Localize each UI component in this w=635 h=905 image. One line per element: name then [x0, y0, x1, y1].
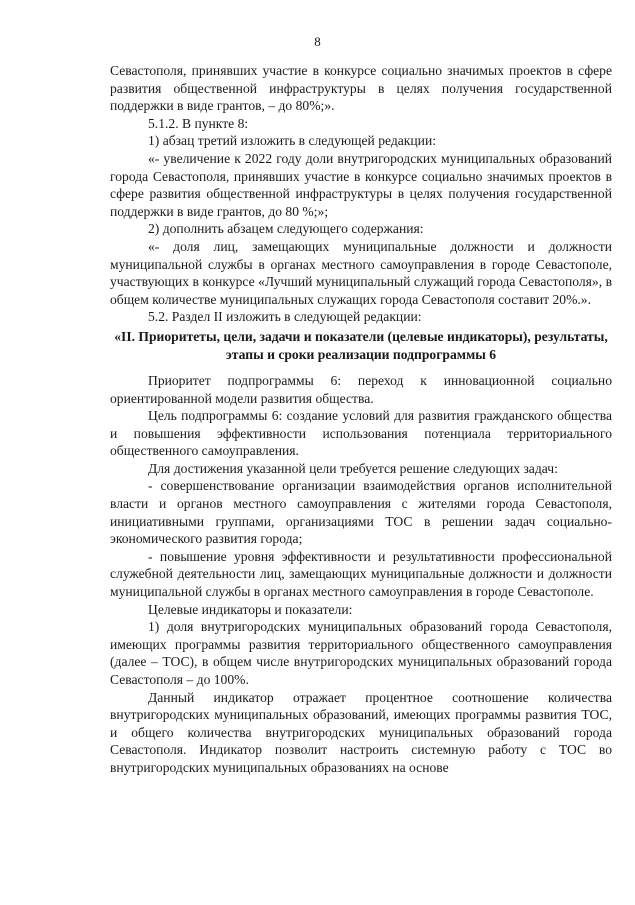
paragraph: Приоритет подпрограммы 6: переход к инновационной социально ориентированной модели развития общества. [110, 372, 612, 406]
paragraph: - повышение уровня эффективности и результативности профессиональной служебной деятельности лиц, замещающих муниципальные должности и должности муниципальной службы в органах местного самоуправления в городе Севастополе. [110, 548, 612, 600]
paragraph: 1) доля внутригородских муниципальных образований города Севастополя, имеющих программы развития территориального общественного самоуправления (далее – ТОС), в общем числе внутригородских муниципальных образований города Севастополя – до 100%. [110, 619, 612, 687]
paragraph: 5.2. Раздел II изложить в следующей редакции: [148, 309, 422, 325]
paragraph: Для достижения указанной цели требуется решение следующих задач: [148, 460, 558, 476]
section-heading: «II. Приоритеты, цели, задачи и показатели (целевые индикаторы), результаты, этапы и сроки реализации подпрограммы 6 [114, 328, 608, 362]
paragraph: - совершенствование организации взаимодействия органов исполнительной власти и органов местного самоуправления с жителями города Севастополя, инициативными группами, организациями ТОС в решении задач социально-экономического развития города; [110, 478, 612, 547]
paragraph: 2) дополнить абзацем следующего содержания: [148, 221, 424, 237]
paragraph: Севастополя, принявших участие в конкурсе социально значимых проектов в сфере развития общественной инфраструктуры в целях получения государственной поддержки в виде грантов, – до 80%;». [110, 63, 612, 114]
paragraph: «- увеличение к 2022 году доли внутригородских муниципальных образований города Севастополя, принявших участие в конкурсе социально значимых проектов в сфере развития общественной инфраструктуры в целях получения государственной поддержки в виде грантов, до 80 %;»; [110, 150, 612, 219]
spacer [110, 364, 612, 372]
paragraph: Цель подпрограммы 6: создание условий для развития гражданского общества и повышения эффективности использования потенциала территориального общественного самоуправления. [110, 408, 612, 459]
paragraph: «- доля лиц, замещающих муниципальные должности и должности муниципальной службы в органах местного самоуправления в городе Севастополе, участвующих в конкурсе «Лучший муниципальный служащий города Севастополя», в общем количестве муниципальных служащих города Севастополя составит 20%.». [110, 238, 612, 307]
document-body [110, 62, 612, 777]
paragraph: 1) абзац третий изложить в следующей редакции: [148, 133, 437, 149]
paragraph: 5.1.2. В пункте 8: [148, 115, 249, 131]
page-number: 8 [314, 34, 321, 49]
paragraph: Данный индикатор отражает процентное соотношение количества внутригородских муниципальных образований, имеющих программы развития ТОС, и общего количества внутригородских муниципальных образований города Севастополя. Индикатор позволит настроить системную работу с ТОС во внутригородских муниципальных образованиях на основе [110, 689, 612, 775]
paragraph: Целевые индикаторы и показатели: [148, 601, 353, 617]
